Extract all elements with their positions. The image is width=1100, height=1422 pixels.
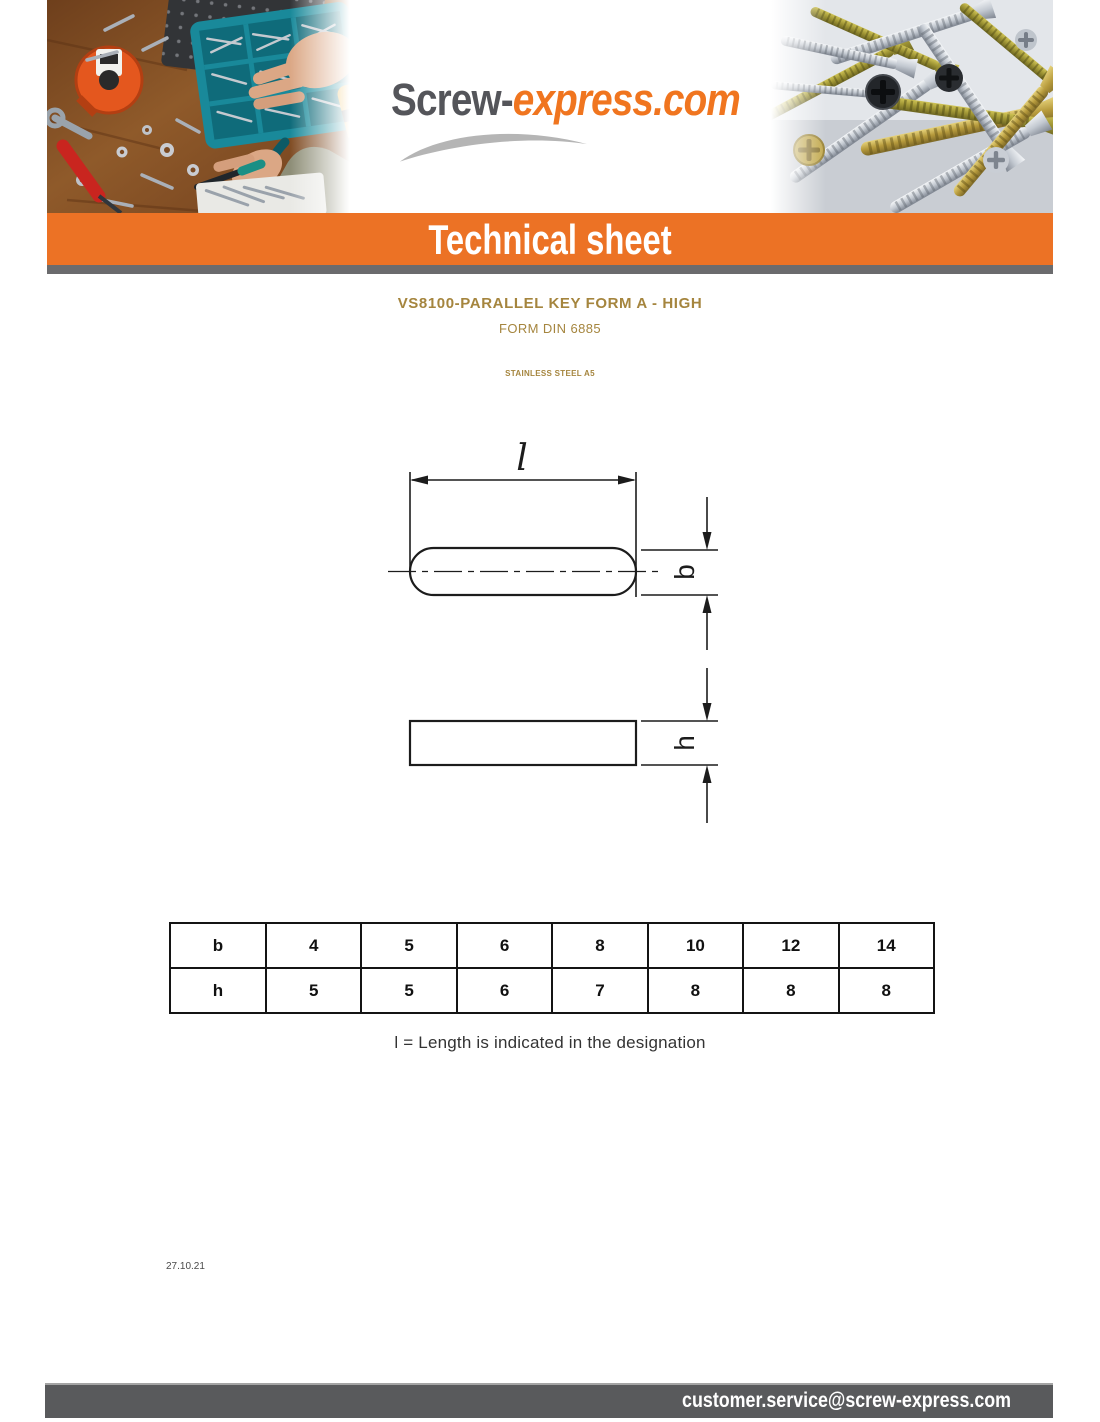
screws-pile-photo	[771, 0, 1053, 213]
table-cell: 8	[839, 968, 934, 1013]
table-cell: 4	[266, 923, 361, 968]
banner-rule	[47, 265, 1053, 274]
workbench-photo	[47, 0, 360, 213]
table-cell: 7	[552, 968, 647, 1013]
table-cell: 12	[743, 923, 838, 968]
dimensions-table	[169, 922, 935, 1014]
table-cell: 6	[457, 968, 552, 1013]
length-dimension-label: l	[516, 438, 528, 479]
height-dimension-label: h	[669, 735, 700, 751]
row-header-h: h	[170, 968, 266, 1013]
tape-measure	[76, 47, 142, 114]
logo-part-express: express.com	[512, 74, 740, 125]
table-cell: 6	[457, 923, 552, 968]
table-cell: 5	[361, 923, 456, 968]
product-material: STAINLESS STEEL A5	[505, 369, 595, 378]
banner-title: Technical sheet	[428, 216, 672, 263]
length-note: l = Length is indicated in the designation	[394, 1033, 706, 1052]
table-cell: 10	[648, 923, 743, 968]
logo-text	[389, 74, 742, 126]
width-dimension-label: b	[669, 564, 700, 580]
table-cell: 5	[361, 968, 456, 1013]
table-cell: 14	[839, 923, 934, 968]
logo	[360, 0, 771, 213]
revision-date: 27.10.21	[166, 1261, 205, 1272]
table-cell: 8	[552, 923, 647, 968]
table-cell: 8	[648, 968, 743, 1013]
product-form: FORM DIN 6885	[498, 321, 601, 336]
table-row-b	[170, 923, 934, 968]
table-row-h	[170, 968, 934, 1013]
product-title: VS8100-PARALLEL KEY FORM A - HIGH	[397, 295, 703, 312]
footer-bar	[45, 1383, 1053, 1418]
banner	[47, 213, 1053, 265]
logo-part-screw: Screw-	[391, 74, 513, 125]
table-cell: 5	[266, 968, 361, 1013]
table-cell: 8	[743, 968, 838, 1013]
key-technical-drawing	[375, 435, 730, 835]
logo-swoosh-icon	[396, 128, 591, 166]
dimension-arrows	[410, 476, 712, 784]
contact-email: customer.service@screw-express.com	[682, 1389, 1011, 1412]
row-header-b: b	[170, 923, 266, 968]
